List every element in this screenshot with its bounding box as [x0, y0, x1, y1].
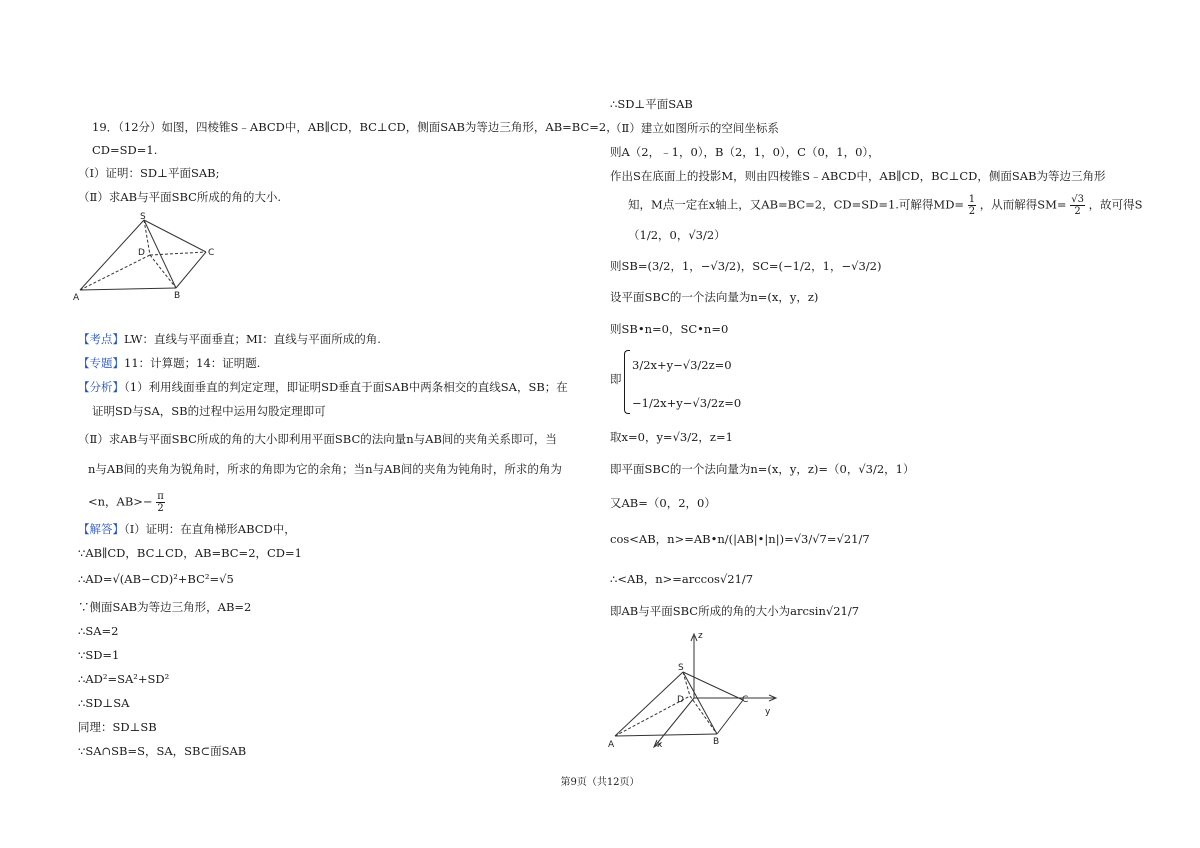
- zhuanti-tag: 【专题】: [78, 356, 124, 370]
- zhuanti-text: 11：计算题；14：证明题.: [124, 356, 261, 370]
- right-line: 则SB=(3/2，1，−√3/2)，SC=(−1/2，1，−√3/2): [610, 259, 882, 273]
- question-part-1: （Ⅰ）证明：SD⊥平面SAB;: [78, 166, 220, 180]
- right-line: 则SB•n=0，SC•n=0: [610, 322, 729, 336]
- fig2-label-d: D: [677, 695, 684, 705]
- fraction-denominator: 2: [157, 503, 164, 514]
- right-line: ∴SD⊥平面SAB: [610, 97, 693, 111]
- solution-line: ∵SD=1: [78, 648, 120, 662]
- md-text: 知，M点一定在x轴上，又AB=BC=2，CD=SD=1.可解得MD=: [628, 197, 965, 212]
- fenxi-line-5: [88, 491, 165, 514]
- question-line-2: CD=SD=1.: [92, 143, 158, 157]
- right-line: （1/2，0，√3/2）: [628, 228, 726, 242]
- solution-line: ∵SA∩SB=S，SA，SB⊂面SAB: [78, 744, 247, 758]
- right-line: 即AB与平面SBC所成的角的大小为arcsin√21/7: [610, 604, 860, 618]
- system-label: 即: [610, 372, 622, 386]
- right-line: 设平面SBC的一个法向量为n=(x，y，z): [610, 290, 819, 304]
- coordinate-system-figure: [605, 630, 795, 752]
- fig1-label-c: C: [208, 248, 215, 258]
- s-text: ，故可得S: [1088, 197, 1143, 212]
- zhuanti-row: [78, 356, 260, 370]
- fig2-label-z: z: [698, 631, 703, 641]
- right-line: 又AB=（0，2，0）: [610, 496, 716, 510]
- kaodian-tag: 【考点】: [78, 332, 124, 346]
- right-line: 作出S在底面上的投影M，则由四棱锥S﹣ABCD中，AB∥CD，BC⊥CD，侧面SAB为等边三角形: [610, 169, 1106, 183]
- md-fraction: [968, 194, 976, 217]
- solution-line: ∴SA=2: [78, 624, 119, 638]
- fraction-numerator: π: [157, 491, 164, 502]
- solution-line: ∵侧面SAB为等边三角形，AB=2: [78, 600, 252, 614]
- fraction-numerator: 1: [968, 194, 976, 205]
- fig1-label-d: D: [138, 248, 145, 258]
- pyramid-figure: [70, 210, 230, 305]
- solution-line: ∴AD²=SA²+SD²: [78, 672, 170, 686]
- kaodian-text: LW：直线与平面垂直；MI：直线与平面所成的角.: [124, 332, 381, 346]
- fraction-denominator: 2: [1074, 206, 1081, 217]
- right-line: （Ⅱ）建立如图所示的空间坐标系: [610, 121, 779, 135]
- fenxi-line-4: n与AB间的夹角为锐角时，所求的角即为它的余角；当n与AB间的夹角为钝角时，所求的角为: [88, 462, 562, 476]
- solution-line: ∴AD=√(AB−CD)²+BC²=√5: [78, 572, 234, 586]
- fenxi-row: [78, 380, 568, 394]
- solution-line: 同理：SD⊥SB: [78, 720, 157, 734]
- fig2-label-y: y: [765, 707, 771, 717]
- fig2-label-c: C: [742, 695, 749, 705]
- system-eq-2: −1/2x+y−√3/2z=0: [632, 396, 742, 410]
- fenxi-line-3: （Ⅱ）求AB与平面SBC所成的角的大小即利用平面SBC的法向量n与AB间的夹角关系即可，当: [78, 432, 557, 446]
- fenxi-angle-expr: <n，AB>−: [88, 494, 153, 509]
- right-line: 取x=0，y=√3/2，z=1: [610, 430, 733, 444]
- jieda-text: （Ⅰ）证明：在直角梯形ABCD中，: [124, 522, 296, 536]
- solution-line: ∵AB∥CD，BC⊥CD，AB=BC=2，CD=1: [78, 546, 302, 560]
- sm-text: ，从而解得SM=: [979, 197, 1067, 212]
- right-line: ∴<AB，n>=arccos√21/7: [610, 572, 754, 586]
- fig2-label-a: A: [608, 740, 615, 750]
- right-line-md: [628, 194, 1142, 217]
- fenxi-line-2: 证明SD与SA，SB的过程中运用勾股定理即可: [92, 404, 326, 418]
- fig2-label-x: x: [657, 740, 663, 750]
- fig1-label-b: B: [174, 291, 181, 301]
- right-line: 即平面SBC的一个法向量为n=(x，y，z)=（0，√3/2，1）: [610, 462, 915, 476]
- jieda-row: [78, 522, 296, 536]
- fig2-label-s: S: [678, 663, 684, 673]
- right-line: 则A（2，﹣1，0），B（2，1，0），C（0，1，0），: [610, 145, 880, 159]
- question-part-2: （Ⅱ）求AB与平面SBC所成的角的大小.: [78, 190, 282, 204]
- fig1-label-s: S: [140, 212, 146, 222]
- fenxi-line-1: （1）利用线面垂直的判定定理，即证明SD垂直于面SAB中两条相交的直线SA，SB；在: [124, 380, 568, 394]
- system-brace: [624, 350, 630, 414]
- right-line: cos<AB，n>=AB•n/(|AB|•|n|)=√3/√7=√21/7: [610, 532, 870, 546]
- kaodian-row: [78, 332, 381, 346]
- fig2-label-b: B: [713, 737, 720, 747]
- sm-fraction: [1070, 194, 1085, 217]
- question-line-1: 19．（12分）如图，四棱锥S﹣ABCD中，AB∥CD，BC⊥CD，侧面SAB为等边三角形，AB=BC=2，: [92, 120, 618, 134]
- jieda-tag: 【解答】: [78, 522, 124, 536]
- fraction-numerator: √3: [1071, 194, 1084, 205]
- page-footer: 第9页（共12页）: [560, 777, 640, 788]
- solution-line: ∴SD⊥SA: [78, 696, 130, 710]
- fig1-label-a: A: [73, 293, 80, 303]
- fenxi-tag: 【分析】: [78, 380, 124, 394]
- pi-over-2-fraction: [156, 491, 165, 514]
- system-eq-1: 3/2x+y−√3/2z=0: [632, 358, 732, 372]
- fraction-denominator: 2: [968, 206, 976, 217]
